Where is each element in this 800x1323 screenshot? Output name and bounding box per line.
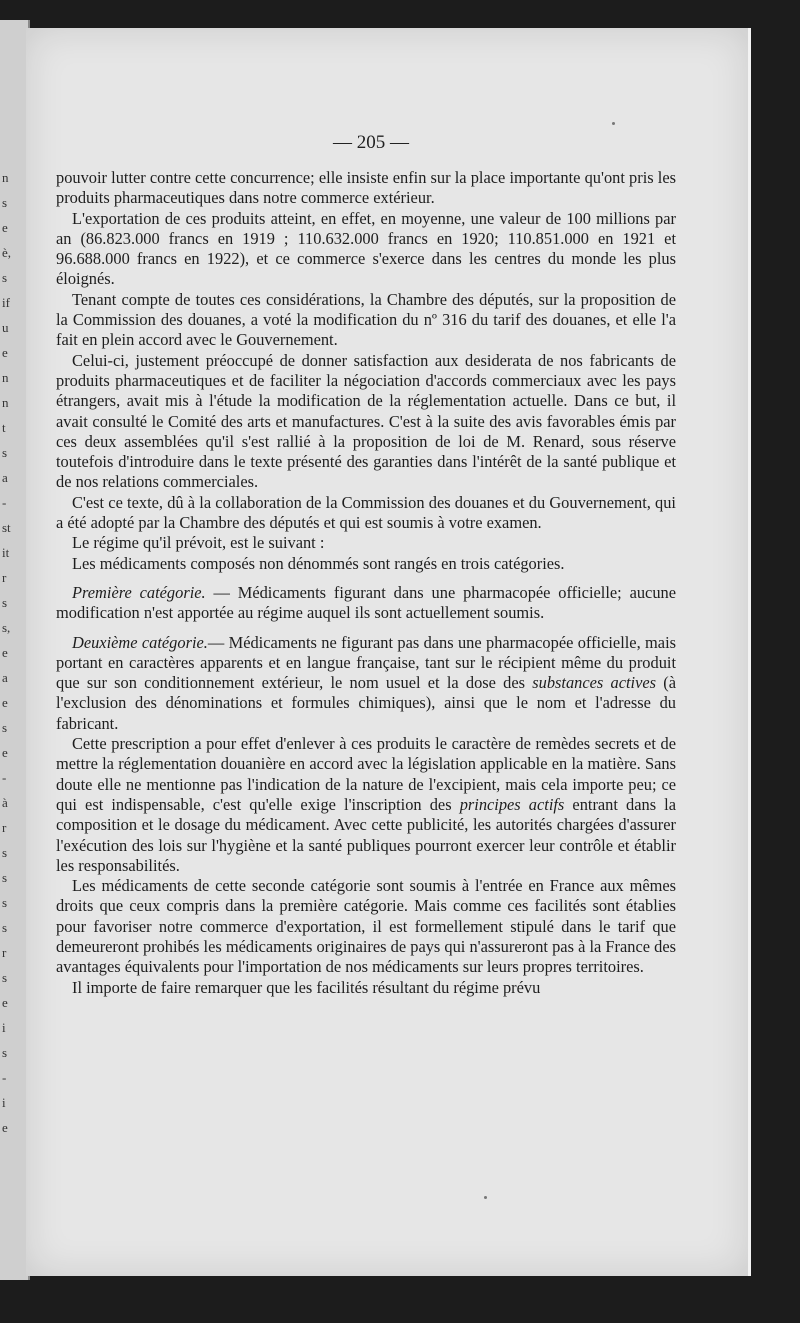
paragraph-9 (56, 633, 676, 734)
left-page-edge-glyph: i (2, 1095, 6, 1110)
paragraph-12: Il importe de faire remarquer que les facilités résultant du régime prévu (72, 977, 541, 997)
left-page-edge-glyph: e (2, 345, 8, 360)
left-page-edge-glyph: n (2, 170, 9, 185)
left-page-edge-glyph: s (2, 445, 8, 460)
speck (484, 1196, 487, 1199)
paragraph-6: Le régime qu'il prévoit, est le suivant : (72, 533, 325, 553)
left-page-edge-glyph: e (2, 745, 8, 760)
paragraph-5: C'est ce texte, dû à la collaboration de la Commission des douanes et du Gouvernement, qui a été adopté par la Chambre des députés et qui est soumis à votre examen. (56, 492, 676, 533)
paragraph-11: Les médicaments de cette seconde catégorie sont soumis à l'entrée en France aux mêmes droits que ceux compris dans la première catégorie. Mais comme ces facilités sont établies pour favoriser notre commerce d'exportation, il est formellement stipulé dans le tarif que demeureront prohibés les médicaments originaires de pays qui n'assureront pas à la France des avantages équivalents pour l'importation de nos médicaments sur leurs propres territoires. (56, 876, 676, 977)
left-page-edge-glyph: e (2, 220, 8, 235)
left-page-edge-glyph: r (2, 820, 7, 835)
left-page-edge-glyph: s (2, 595, 8, 610)
left-page-edge-glyph: u (2, 320, 9, 335)
left-page-edge-glyph: n (2, 395, 9, 410)
left-page-edge-glyph: - (2, 495, 7, 510)
paragraph-1: pouvoir lutter contre cette concurrence; elle insiste enfin sur la place importante qu'ont pris les produits pharmaceutiques dans notre commerce extérieur. (56, 168, 676, 208)
paragraph-10-after: entrant dans la composition et le dosage du médicament. Avec cette publicité, les autorités chargées d'assurer l'exécution des lois sur l'hygiène et la santé publiques pourront exercer leur contrôle et établir les responsabilités. (56, 794, 676, 875)
left-page-edge-glyph: e (2, 695, 8, 710)
left-page-edge-glyph: s (2, 720, 8, 735)
category-1-heading: Première catégorie. (72, 582, 206, 602)
paragraph-2: L'exportation de ces produits atteint, en effet, en moyenne, une valeur de 100 millions par an (86.823.000 francs en 1919 ; 110.632.000 francs en 1920; 110.851.000 en 1921 et 96.688.000 francs en 1922), et ce commerce s'exerce dans les centres du monde les plus éloignés. (56, 208, 676, 289)
left-page-edge-glyph: s (2, 870, 8, 885)
page-number: — 205 — (333, 132, 409, 153)
paragraph-3: Tenant compte de toutes ces considérations, la Chambre des députés, sur la proposition de la Commission des douanes, a voté la modification du nº 316 du tarif des douanes, et elle l'a fait en plein accord avec le Gouvernement. (56, 289, 676, 350)
category-2-heading: Deuxième catégorie. (72, 632, 208, 652)
left-page-edge-glyph: s (2, 845, 8, 860)
left-page-edge-glyph: e (2, 645, 8, 660)
left-page-edge-glyph: e (2, 1120, 8, 1135)
left-page-edge-glyph: r (2, 945, 7, 960)
paragraph-7: Les médicaments composés non dénommés sont rangés en trois catégories. (72, 553, 565, 573)
left-page-edge-glyph: st (2, 520, 11, 535)
left-page-edge-glyph: a (2, 470, 8, 485)
left-page-edge-glyph: i (2, 1020, 6, 1035)
left-page-edge-glyph: - (2, 770, 7, 785)
paragraph-10-before: Cette prescription a pour effet d'enlever à ces produits le caractère de remèdes secrets et de mettre la réglementation douanière en accord avec la législation applicable en la matière. Sans doute elle ne mentionne pas l'indication de la nature de l'excipient, mais cela importe peu; ce qui est indispensable, c'est qu'elle exige l'inscription des (56, 734, 676, 814)
left-page-edge-glyph: n (2, 370, 9, 385)
paragraph-10-emphasis: principes actifs (459, 794, 565, 814)
category-2-text-before: — Médicaments ne figurant pas dans une pharmacopée officielle, mais portant en caractères apparents et en langue française, tant sur le récipient même du produit que sur son conditionnement extérieur, le nom usuel et la dose des (56, 632, 676, 693)
speck (612, 122, 615, 125)
paragraph-8 (56, 583, 676, 624)
left-page-edge-glyph: it (2, 545, 10, 560)
left-page-edge-glyph: s (2, 970, 8, 985)
paragraph-4: Celui-ci, justement préoccupé de donner satisfaction aux desiderata de nos fabricants de produits pharmaceutiques et de faciliter la négociation d'accords commerciaux avec les pays étrangers, avait mis à l'étude la modification de la réglementation actuelle. Dans ce but, il avait consulté le Comité des arts et manufactures. C'est à la suite des avis favorables émis par ces deux assemblées qu'il s'est rallié à la proposition de loi de M. Renard, sous réserve toutefois d'introduire dans le texte présenté des garanties dans l'intérêt de la santé publique et de nos relations commerciales. (56, 350, 676, 492)
left-page-edge-glyph: s (2, 1045, 8, 1060)
left-page-edge-glyph: s (2, 895, 8, 910)
body-text (56, 168, 676, 998)
left-page-edge-glyph: è, (2, 245, 12, 260)
category-2-text-after: (à l'exclusion des dénominations et formules chimiques), ainsi que le nom et l'adresse du fabricant. (56, 673, 677, 733)
category-1-text: — Médicaments figurant dans une pharmacopée officielle; aucune modification n'est apportée au régime auquel ils sont actuellement soumis. (56, 582, 676, 623)
left-page-edge-glyph: à (2, 795, 8, 810)
category-2-emphasis: substances actives (532, 673, 657, 693)
document-page (26, 28, 751, 1276)
left-page-edge-glyph: e (2, 995, 8, 1010)
left-page-edge-glyph: - (2, 1070, 7, 1085)
left-page-edge-glyph: s (2, 920, 8, 935)
left-page-edge-glyph: t (2, 420, 6, 435)
paragraph-10 (56, 734, 676, 876)
left-page-edge-glyph: r (2, 570, 7, 585)
left-page-edge-glyph: s (2, 270, 8, 285)
left-page-edge-glyph: a (2, 670, 8, 685)
left-page-edge-glyph: if (2, 295, 10, 310)
left-page-edge-glyph: s, (2, 620, 11, 635)
left-page-edge-glyph: s (2, 195, 8, 210)
